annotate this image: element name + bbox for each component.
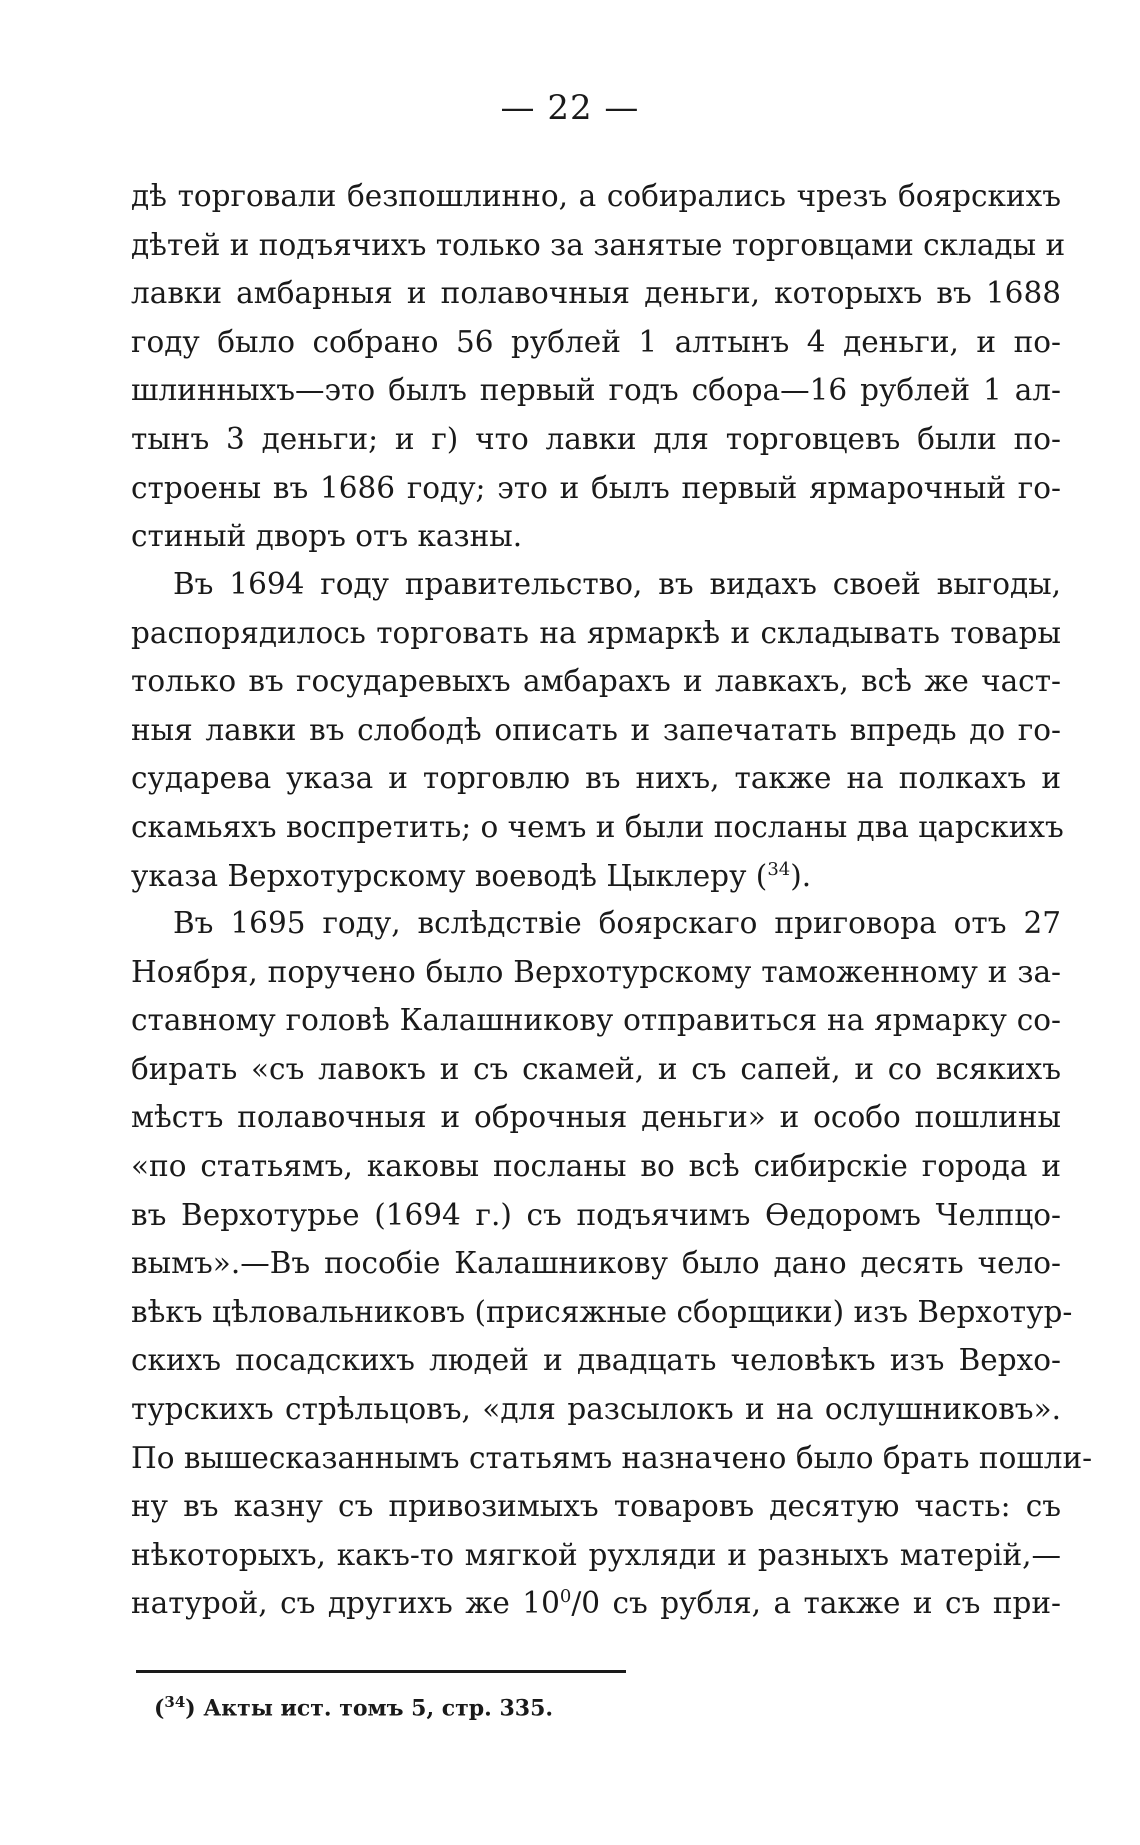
text-line: «по статьямъ, каковы посланы во всѣ сибирскіе города и <box>131 1148 1061 1183</box>
text-line: дѣтей и подъячихъ только за занятые торговцами склады и <box>131 227 1066 262</box>
text-line: въ Верхотурье (1694 г.) съ подъячимъ Ѳедоромъ Челпцо- <box>131 1197 1061 1232</box>
text-line: шлинныхъ—это былъ первый годъ сбора—16 рублей 1 ал- <box>131 373 1061 408</box>
footnote: ($^{34}$) Акты ист. томъ 5, стр. 335. <box>154 1693 554 1722</box>
text-line: дѣ торговали безпошлинно, а собирались чрезъ боярскихъ <box>131 179 1061 213</box>
text-line: строены въ 1686 году; это и былъ первый ярмарочный го- <box>131 470 1061 505</box>
line-text: /0 съ рубля, а также и съ при- <box>571 1586 1061 1621</box>
line-text: указа Верхотурскому воеводѣ Цыклеру ( <box>131 858 768 893</box>
text-line: турскихъ стрѣльцовъ, «для разсылокъ и на ослушниковъ». <box>131 1391 1061 1426</box>
text-line: вѣкъ цѣловальниковъ (присяжные сборщики) изъ Верхотур- <box>131 1294 1073 1329</box>
text-line <box>131 852 1061 901</box>
text-line: Въ 1694 году правительство, въ видахъ своей выгоды, <box>173 567 1061 601</box>
text-line: Ноября, поручено было Верхотурскому таможенному и за- <box>131 954 1061 989</box>
text-line: году было собрано 56 рублей 1 алтынъ 4 деньги, и по- <box>131 324 1061 359</box>
text-line: ну въ казну съ привозимыхъ товаровъ десятую часть: съ <box>131 1489 1061 1524</box>
percent-superscript: 0 <box>559 1586 572 1608</box>
text-line: вымъ».—Въ пособіе Калашникову было дано десять чело- <box>131 1246 1061 1281</box>
text-line: только въ государевыхъ амбарахъ и лавкахъ, всѣ же част- <box>131 664 1061 699</box>
footnote-divider <box>136 1670 626 1673</box>
text-line: распорядилось торговать на ярмаркѣ и складывать товары <box>131 615 1061 650</box>
line-text: ). <box>790 858 812 893</box>
text-line: мѣстъ полавочныя и оброчныя деньги» и особо пошлины <box>131 1100 1061 1135</box>
text-line: сударева указа и торговлю въ нихъ, также на полкахъ и <box>131 761 1061 796</box>
text-line: скамьяхъ воспретить; о чемъ и были посланы два царскихъ <box>131 809 1064 844</box>
text-line: бирать «съ лавокъ и съ скамей, и съ сапей, и со всякихъ <box>131 1051 1061 1086</box>
paragraph-3 <box>131 899 1093 1628</box>
line-text: натурой, съ другихъ же 10 <box>131 1586 560 1621</box>
footnote-mark: 34 <box>164 1693 186 1711</box>
text-line: лавки амбарныя и полавочныя деньги, которыхъ въ 1688 <box>131 276 1061 311</box>
text-line: ставному головѣ Калашникову отправиться на ярмарку со- <box>131 1003 1061 1038</box>
paragraph-2 <box>131 560 1064 900</box>
text-line: нѣкоторыхъ, какъ-то мягкой рухляди и разныхъ матерій,— <box>131 1537 1061 1572</box>
text-line: ныя лавки въ слободѣ описать и запечатать впредь до го- <box>131 712 1061 747</box>
text-line: По вышесказаннымъ статьямъ назначено было брать пошли- <box>131 1440 1093 1475</box>
page-number: — 22 — <box>500 88 640 128</box>
text-line: тынъ 3 деньги; и г) что лавки для торговцевъ были по- <box>131 421 1061 456</box>
text-line: стиный дворъ отъ казны. <box>131 519 523 554</box>
text-line: скихъ посадскихъ людей и двадцать человѣкъ изъ Верхо- <box>131 1343 1061 1378</box>
text-line <box>131 1579 1061 1628</box>
footnote-text: Акты ист. томъ 5, стр. 335. <box>203 1695 554 1722</box>
paragraph-1 <box>131 172 1066 561</box>
text-line: Въ 1695 году, вслѣдствіе боярскаго приговора отъ 27 <box>173 906 1061 940</box>
footnote-reference: 34 <box>767 858 791 880</box>
